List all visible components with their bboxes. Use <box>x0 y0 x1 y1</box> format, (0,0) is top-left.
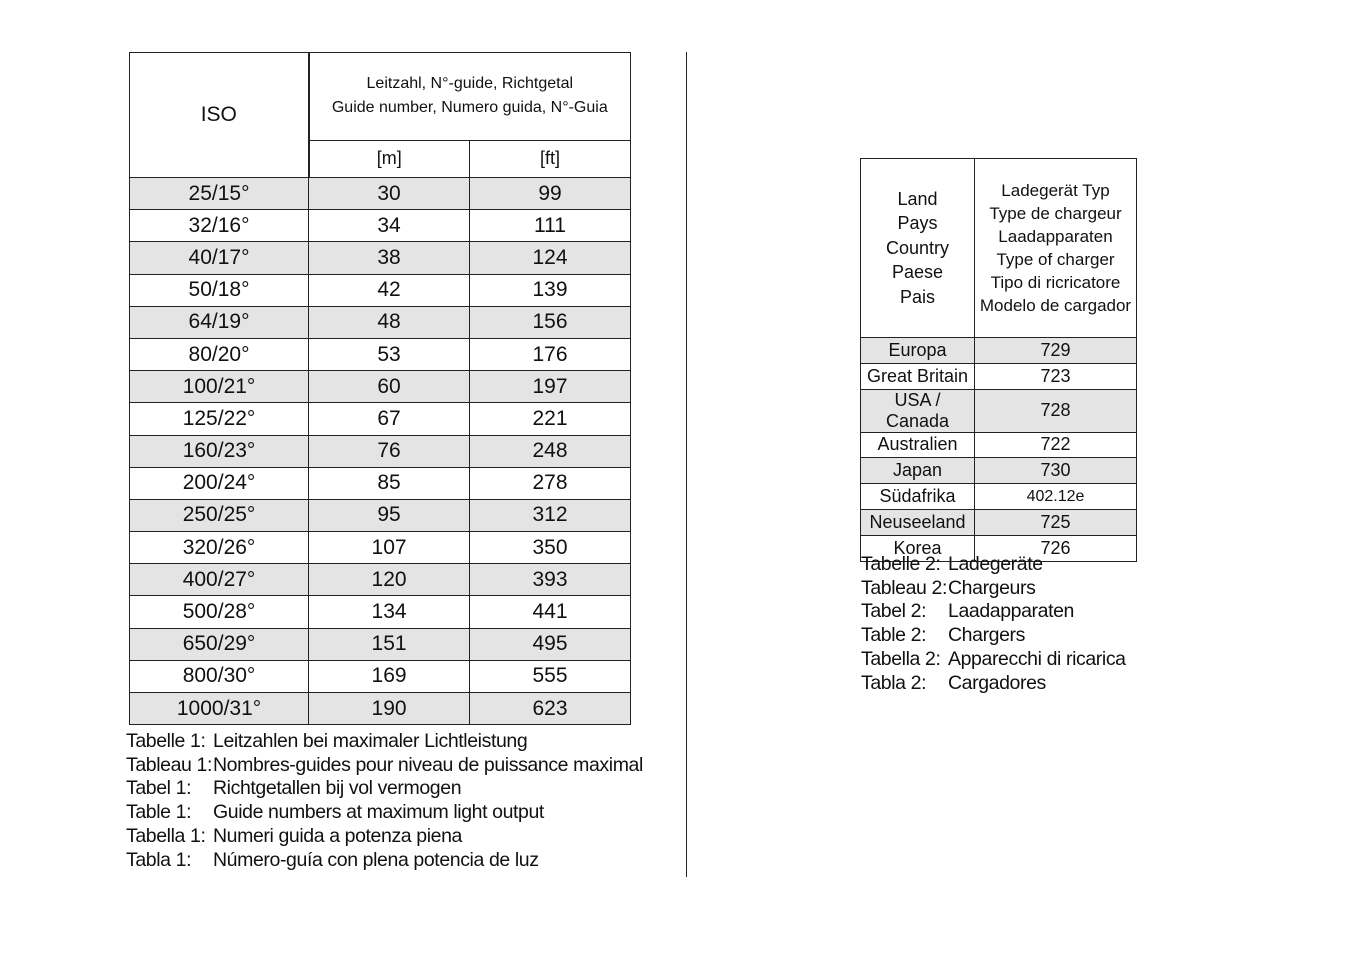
country-header <box>861 159 975 338</box>
meters-cell: 151 <box>309 628 470 660</box>
iso-cell: 50/18° <box>130 274 309 306</box>
caption-text: Chargeurs <box>948 576 1036 599</box>
caption-line <box>861 648 1126 672</box>
feet-cell: 312 <box>470 499 631 531</box>
meters-cell: 76 <box>309 435 470 467</box>
feet-cell: 623 <box>470 693 631 725</box>
meters-cell: 30 <box>309 178 470 210</box>
table-row <box>130 628 631 660</box>
table-row <box>130 660 631 692</box>
table-row <box>130 435 631 467</box>
feet-cell: 495 <box>470 628 631 660</box>
iso-cell: 80/20° <box>130 338 309 370</box>
caption-label: Table 1: <box>126 801 192 824</box>
charger-type-cell: 730 <box>975 458 1137 484</box>
country-cell: USA / Canada <box>861 389 975 432</box>
charger-type-cell: 723 <box>975 363 1137 389</box>
iso-cell: 200/24° <box>130 467 309 499</box>
caption-label: Tabla 2: <box>861 671 927 694</box>
caption-text: Cargadores <box>948 671 1046 694</box>
feet-cell: 393 <box>470 564 631 596</box>
caption-label: Tableau 1: <box>126 753 212 776</box>
table-row <box>130 596 631 628</box>
table-row <box>130 178 631 210</box>
caption-text: Richtgetallen bij vol vermogen <box>213 777 462 800</box>
iso-cell: 100/21° <box>130 371 309 403</box>
caption-label: Tabella 1: <box>126 824 206 847</box>
meters-cell: 38 <box>309 242 470 274</box>
meters-cell: 169 <box>309 660 470 692</box>
table-row <box>130 371 631 403</box>
table-row <box>861 389 1137 432</box>
iso-cell: 40/17° <box>130 242 309 274</box>
feet-cell: 111 <box>470 210 631 242</box>
iso-cell: 320/26° <box>130 532 309 564</box>
feet-cell: 248 <box>470 435 631 467</box>
caption-line <box>861 624 1126 648</box>
iso-cell: 250/25° <box>130 499 309 531</box>
meters-cell: 95 <box>309 499 470 531</box>
caption-label: Tabella 2: <box>861 647 941 670</box>
country-header-line: Country <box>885 237 950 258</box>
iso-cell: 650/29° <box>130 628 309 660</box>
country-cell: Korea <box>861 535 975 561</box>
country-header-line: Pays <box>897 213 938 234</box>
caption-label: Tabelle 2: <box>861 553 941 575</box>
caption-text: Ladegeräte <box>948 553 1043 575</box>
unit-feet-header: [ft] <box>470 140 631 177</box>
charger-type-header <box>975 159 1137 338</box>
iso-cell: 1000/31° <box>130 693 309 725</box>
caption-line <box>126 801 643 825</box>
table-row <box>130 693 631 725</box>
country-cell: Australien <box>861 432 975 458</box>
charger-type-cell: 402.12e <box>975 484 1137 510</box>
caption-text: Laadapparaten <box>948 600 1075 623</box>
table-row <box>130 210 631 242</box>
caption-line <box>861 553 1126 577</box>
country-cell: Neuseeland <box>861 509 975 535</box>
meters-cell: 134 <box>309 596 470 628</box>
caption-line <box>126 825 643 849</box>
feet-cell: 99 <box>470 178 631 210</box>
meters-cell: 34 <box>309 210 470 242</box>
table-row <box>861 432 1137 458</box>
country-cell: Südafrika <box>861 484 975 510</box>
feet-cell: 156 <box>470 306 631 338</box>
charger-type-cell: 728 <box>975 389 1137 432</box>
country-header-line: Pais <box>899 286 935 307</box>
table-row <box>861 338 1137 364</box>
charger-type-header-line: Tipo di ricricatore <box>990 273 1121 292</box>
table-row <box>861 458 1137 484</box>
iso-cell: 25/15° <box>130 178 309 210</box>
iso-header: ISO <box>130 53 309 178</box>
feet-cell: 555 <box>470 660 631 692</box>
caption-line <box>861 577 1126 601</box>
charger-type-cell: 729 <box>975 338 1137 364</box>
table-row <box>130 532 631 564</box>
iso-cell: 160/23° <box>130 435 309 467</box>
caption-label: Tabel 2: <box>861 600 927 623</box>
meters-cell: 120 <box>309 564 470 596</box>
caption-text: Numeri guida a potenza piena <box>213 824 462 847</box>
charger-type-cell: 722 <box>975 432 1137 458</box>
table-row <box>130 499 631 531</box>
caption-text: Apparecchi di ricarica <box>948 647 1126 670</box>
table-row <box>861 484 1137 510</box>
meters-cell: 53 <box>309 338 470 370</box>
caption-line <box>126 777 643 801</box>
caption-text: Leitzahlen bei maximaler Lichtleistung <box>213 730 528 752</box>
meters-cell: 42 <box>309 274 470 306</box>
meters-cell: 60 <box>309 371 470 403</box>
caption-line <box>126 754 643 778</box>
country-header-line: Paese <box>891 262 944 283</box>
charger-type-header-line: Type de chargeur <box>989 204 1122 223</box>
caption-text: Nombres-guides pour niveau de puissance maximal <box>213 753 643 776</box>
charger-type-header-line: Laadapparaten <box>998 227 1113 246</box>
table-row <box>130 306 631 338</box>
table-row <box>130 403 631 435</box>
meters-cell: 107 <box>309 532 470 564</box>
caption-text: Número-guía con plena potencia de luz <box>213 848 539 871</box>
feet-cell: 278 <box>470 467 631 499</box>
charger-table <box>860 158 1137 562</box>
charger-type-cell: 725 <box>975 509 1137 535</box>
table-row <box>861 363 1137 389</box>
meters-cell: 85 <box>309 467 470 499</box>
country-cell: Japan <box>861 458 975 484</box>
meters-cell: 190 <box>309 693 470 725</box>
meters-cell: 48 <box>309 306 470 338</box>
iso-cell: 400/27° <box>130 564 309 596</box>
caption-label: Tabel 1: <box>126 777 192 800</box>
table-row <box>130 274 631 306</box>
feet-cell: 197 <box>470 371 631 403</box>
table2-caption <box>861 553 1126 695</box>
page-divider <box>686 52 687 877</box>
meters-cell: 67 <box>309 403 470 435</box>
guide-number-header-line1: Leitzahl, N°-guide, Richtgetal <box>366 75 574 93</box>
table1-caption <box>126 730 643 872</box>
caption-text: Chargers <box>948 624 1025 647</box>
caption-label: Tabelle 1: <box>126 730 206 752</box>
feet-cell: 176 <box>470 338 631 370</box>
caption-line <box>126 849 643 873</box>
country-header-line: Land <box>897 188 938 209</box>
charger-type-header-line: Ladegerät Typ <box>1001 181 1110 200</box>
iso-cell: 64/19° <box>130 306 309 338</box>
feet-cell: 124 <box>470 242 631 274</box>
feet-cell: 221 <box>470 403 631 435</box>
iso-cell: 125/22° <box>130 403 309 435</box>
charger-type-header-line: Modelo de cargador <box>979 296 1132 315</box>
table-row <box>130 564 631 596</box>
table-row <box>130 338 631 370</box>
caption-line <box>126 730 643 754</box>
iso-cell: 32/16° <box>130 210 309 242</box>
guide-number-header-line2: Guide number, Numero guida, N°-Guia <box>331 99 608 117</box>
feet-cell: 441 <box>470 596 631 628</box>
table-row <box>130 467 631 499</box>
country-cell: Great Britain <box>861 363 975 389</box>
guide-number-table <box>129 52 631 725</box>
table-row <box>130 242 631 274</box>
caption-line <box>861 600 1126 624</box>
unit-meters-header: [m] <box>309 140 470 177</box>
iso-cell: 800/30° <box>130 660 309 692</box>
caption-label: Tableau 2: <box>861 576 947 599</box>
table-row <box>861 509 1137 535</box>
country-cell: Europa <box>861 338 975 364</box>
caption-label: Table 2: <box>861 624 927 647</box>
caption-label: Tabla 1: <box>126 848 192 871</box>
feet-cell: 350 <box>470 532 631 564</box>
charger-type-cell: 726 <box>975 535 1137 561</box>
caption-text: Guide numbers at maximum light output <box>213 801 544 824</box>
iso-cell: 500/28° <box>130 596 309 628</box>
charger-type-header-line: Type of charger <box>996 250 1115 269</box>
caption-line <box>861 672 1126 696</box>
guide-number-header <box>309 53 631 141</box>
feet-cell: 139 <box>470 274 631 306</box>
